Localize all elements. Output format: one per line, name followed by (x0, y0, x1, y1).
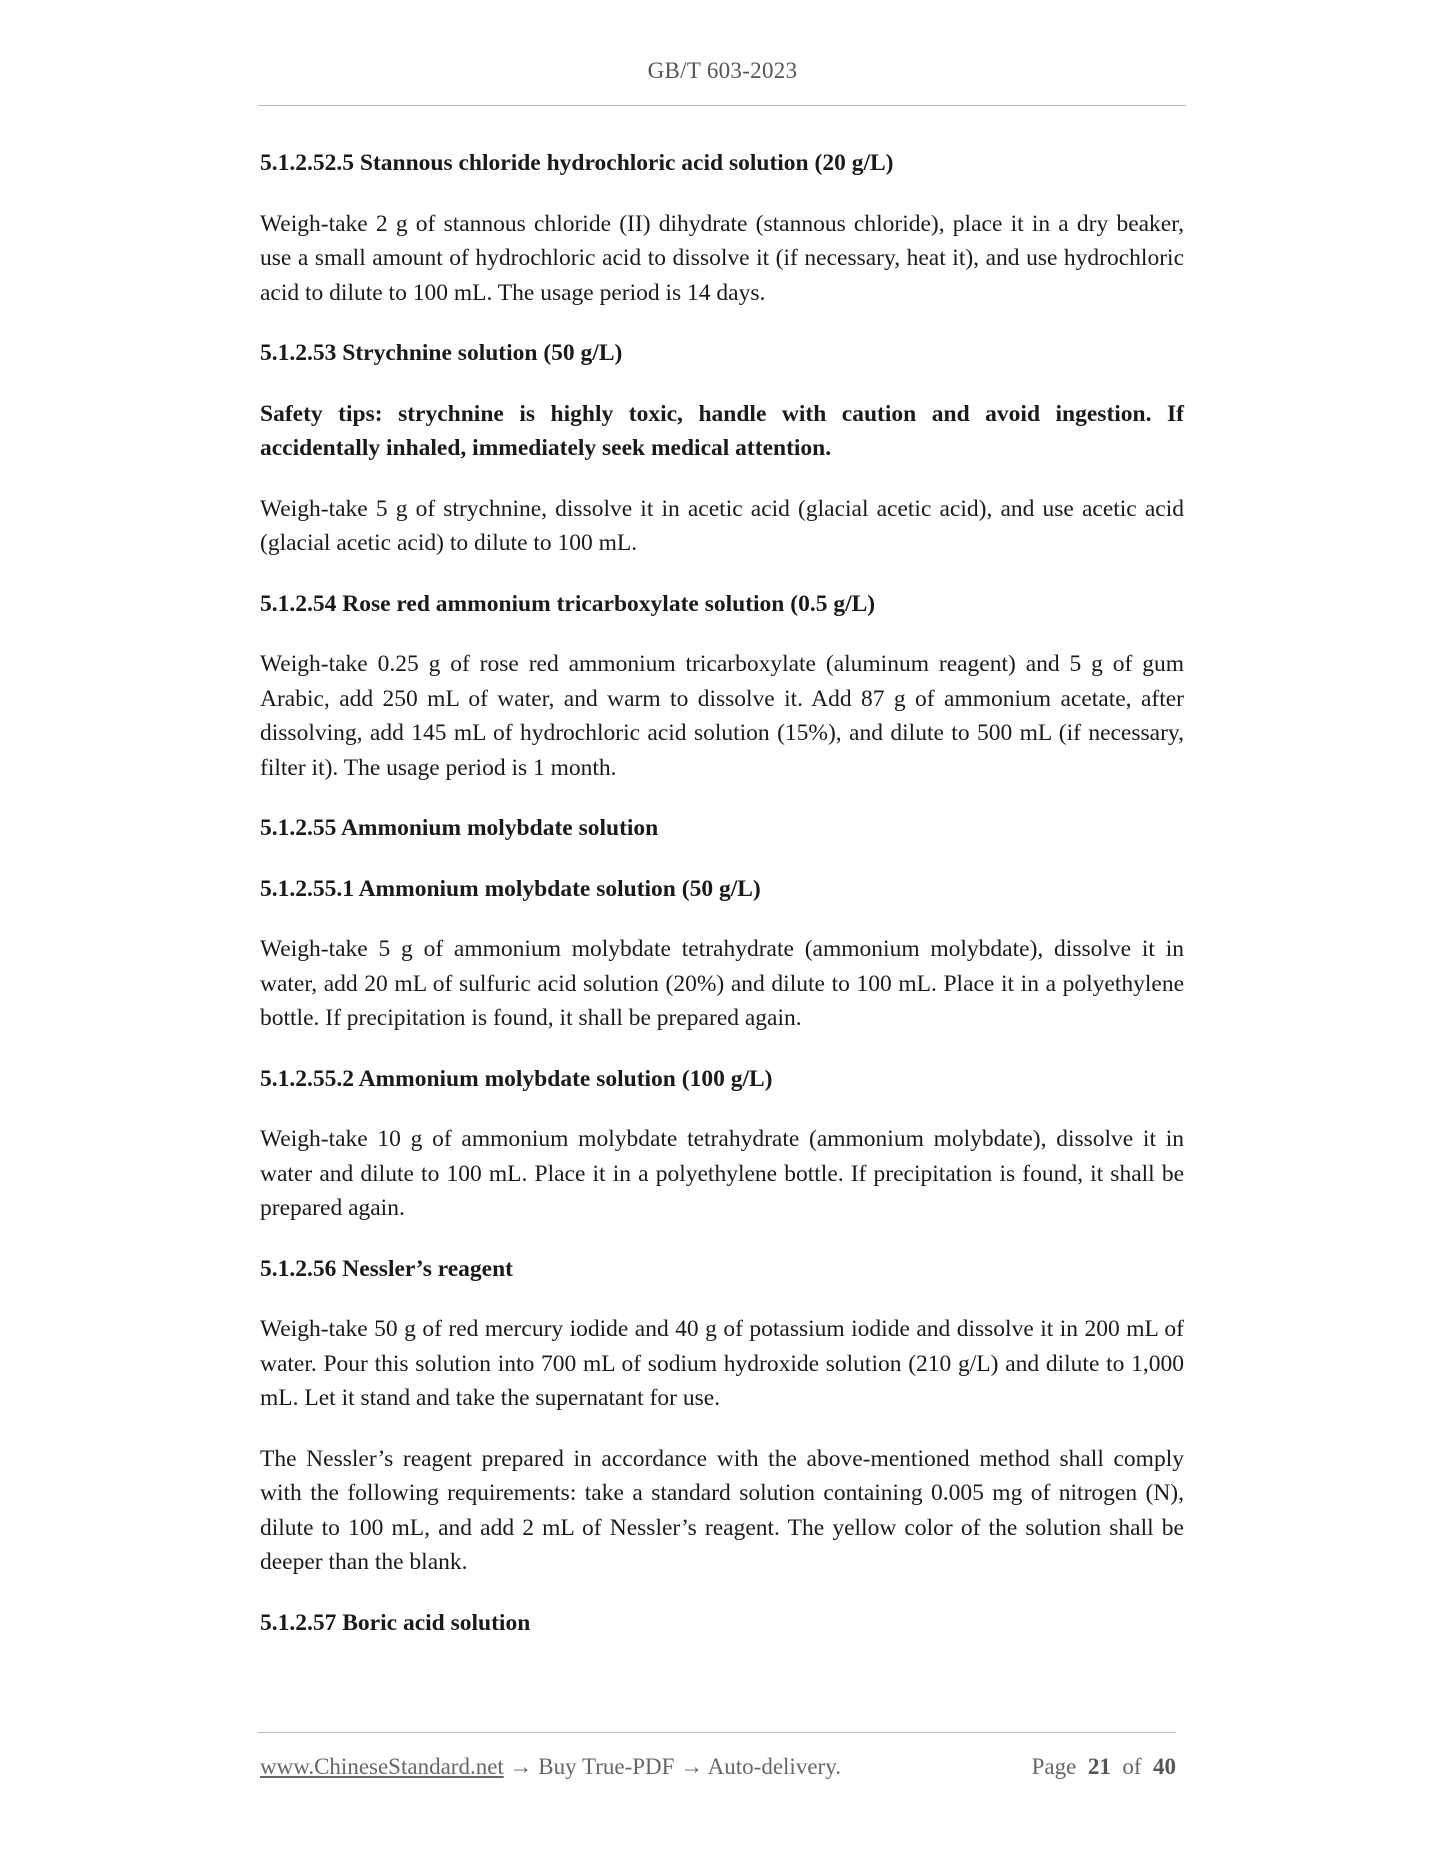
paragraph-5-1-2-53: Weigh-take 5 g of strychnine, dissolve it in acetic acid (glacial acetic acid), and use acetic acid (glacial acetic acid) to dilute to 100 mL. (260, 495, 1184, 556)
paragraph-5-1-2-55-2: Weigh-take 10 g of ammonium molybdate tetrahydrate (ammonium molybdate), dissolve it in water and dilute to 100 mL. Place it in a polyethylene bottle. If precipitation is found, it shall be prepared again. (260, 1126, 1184, 1221)
footer-promo (260, 1754, 841, 1780)
arrow-right-icon: → (509, 1754, 533, 1779)
site-link[interactable]: www.ChineseStandard.net (260, 1754, 504, 1779)
section-heading-5-1-2-54: 5.1.2.54 Rose red ammonium tricarboxylate solution (0.5 g/L) (260, 590, 876, 617)
page-current: 21 (1087, 1754, 1111, 1779)
section-heading-5-1-2-56: 5.1.2.56 Nessler’s reagent (260, 1255, 513, 1282)
section-heading-5-1-2-55-2: 5.1.2.55.2 Ammonium molybdate solution (100 g/L) (260, 1065, 773, 1092)
paragraph-5-1-2-56-b: The Nessler’s reagent prepared in accordance with the above-mentioned method shall comply with the following requirements: take a standard solution containing 0.005 mg of nitrogen (N), dilute to 100 mL, and add 2 mL of Nessler’s reagent. The yellow color of the solution shall be deeper than the blank. (260, 1445, 1184, 1575)
paragraph-5-1-2-54: Weigh-take 0.25 g of rose red ammonium tricarboxylate (aluminum reagent) and 5 g of gum Arabic, add 250 mL of water, and warm to dissolve it. Add 87 g of ammonium acetate, after dissolving, add 145 mL of hydrochloric acid solution (15%), and dilute to 500 mL (if necessary, filter it). The usage period is 1 month. (260, 651, 1184, 781)
section-heading-5-1-2-55: 5.1.2.55 Ammonium molybdate solution (260, 815, 659, 841)
arrow-right-icon: → (680, 1754, 704, 1779)
paragraph-5-1-2-55-1: Weigh-take 5 g of ammonium molybdate tetrahydrate (ammonium molybdate), dissolve it in water, add 20 mL of sulfuric acid solution (20%) and dilute to 100 mL. Place it in a polyethylene bottle. If precipitation is found, it shall be prepared again. (260, 936, 1184, 1031)
section-heading-5-1-2-53: 5.1.2.53 Strychnine solution (50 g/L) (260, 340, 623, 366)
section-heading-5-1-2-52-5: 5.1.2.52.5 Stannous chloride hydrochloric acid solution (20 g/L) (260, 150, 894, 176)
footer-divider (258, 1732, 1176, 1733)
section-heading-5-1-2-55-1: 5.1.2.55.1 Ammonium molybdate solution (50 g/L) (260, 875, 761, 902)
paragraph-5-1-2-56-a: Weigh-take 50 g of red mercury iodide and 40 g of potassium iodide and dissolve it in 200 mL of water. Pour this solution into 700 mL of sodium hydroxide solution (210 g/L) and dilute to 1,000 mL. Let it stand and take the supernatant for use. (260, 1316, 1184, 1411)
auto-delivery-text: Auto-delivery. (707, 1754, 841, 1779)
document-header (0, 58, 1445, 84)
page-total: 40 (1153, 1754, 1176, 1779)
page-label: Page (1031, 1754, 1077, 1779)
of-label: of (1122, 1754, 1142, 1779)
document-body (260, 146, 1184, 1666)
paragraph-5-1-2-52-5: Weigh-take 2 g of stannous chloride (II) dihydrate (stannous chloride), place it in a dry beaker, use a small amount of hydrochloric acid to dissolve it (if necessary, heat it), and use hydrochloric acid to dilute to 100 mL. The usage period is 14 days. (260, 210, 1184, 306)
standard-id: GB/T 603-2023 (647, 58, 798, 83)
buy-true-pdf-text: Buy True-PDF (538, 1754, 675, 1779)
safety-tips-5-1-2-53: Safety tips: strychnine is highly toxic, handle with caution and avoid ingestion. If accidentally inhaled, immediately seek medical attention. (260, 400, 1184, 461)
section-heading-5-1-2-57: 5.1.2.57 Boric acid solution (260, 1609, 531, 1636)
page-indicator (1032, 1754, 1176, 1780)
header-divider (258, 105, 1186, 106)
